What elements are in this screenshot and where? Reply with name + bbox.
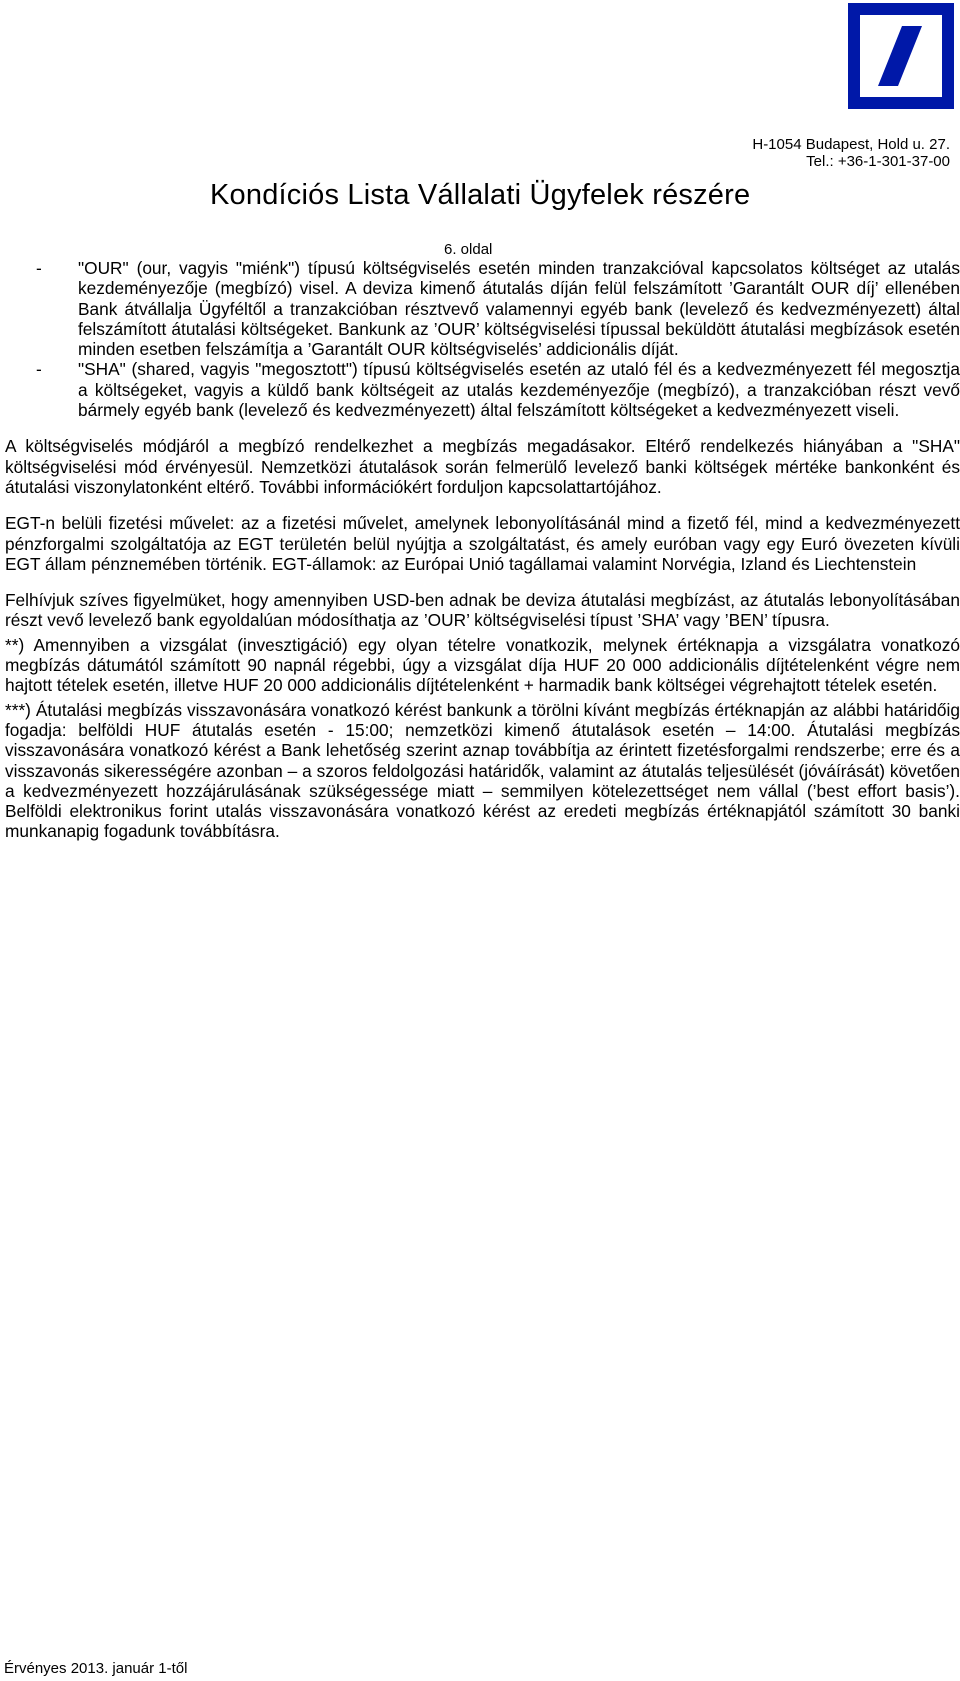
paragraph-investigation-note: **) Amennyiben a vizsgálat (invesztigáció) egy olyan tételre vonatkozik, melynek értéknapja a vizsgálatra vonatkozó megbízás dátumától számított 90 napnál régebbi, úgy a vizsgálat díja HUF 20 000 addicionális díjtételenként végre nem hajtott tételek esetén, illetve HUF 20 000 addicionális díjtételenként + harmadik bank költségei végrehajtott tételek esetén. <box>5 634 960 696</box>
bullet-marker: - <box>36 359 42 380</box>
address-line: H-1054 Budapest, Hold u. 27. <box>752 136 950 153</box>
bullet-sha <box>5 359 960 420</box>
bullet-our <box>5 258 960 359</box>
bullet-text: "SHA" (shared, vagyis "megosztott") típusú költségviselés esetén az utaló fél és a kedvezményezett fél megosztja a költségeket, vagyis a küldő bank költségeit az utalás kezdeményezője (megbízó), a tranzakcióban részt vevő bármely egyéb bank (levelező és kedvezményezett) által felszámított költségeket a kedvezményezett viseli. <box>78 359 960 421</box>
paragraph-usd-notice: Felhívjuk szíves figyelmüket, hogy amennyiben USD-ben adnak be deviza átutalási megbízást, az átutalás lebonyolításában részt vevő levelező bank egyoldalúan módosíthatja az ’OUR’ költségviselési típust ’SHA’ vagy ’BEN’ típusra. <box>5 590 960 631</box>
page-title: Kondíciós Lista Vállalati Ügyfelek részére <box>210 179 751 211</box>
bullet-text: "OUR" (our, vagyis "miénk") típusú költségviselés esetén minden tranzakcióval kapcsolatos költséget az utalás kezdeményezője (megbízó) visel. A deviza kimenő átutalás díján felül felszámított ’Garantált OUR díj’ ellenében Bank átvállalja Ügyféltől a tranzakcióban résztvevő valamennyi egyéb bank (levelező és kedvezményezett) által felszámított átutalási költségeket. Bankunk az ’OUR’ költségviselési típussal beküldött átutalási megbízások esetén minden esetben felszámítja a ’Garantált OUR költségviselés’ addicionális díját. <box>78 258 960 360</box>
validity-footer: Érvényes 2013. január 1-től <box>4 1660 188 1677</box>
paragraph-cost-bearing: A költségviselés módjáról a megbízó rendelkezhet a megbízás megadásakor. Eltérő rendelkezés hiányában a "SHA" költségviselési mód érvényesül. Nemzetközi átutalások során felmerülő levelező banki költségek mértéke bankonként és átutalási viszonylatonként eltérő. További információkért forduljon kapcsolattartójához. <box>5 436 960 497</box>
page-number: 6. oldal <box>444 241 493 258</box>
document-body <box>5 258 960 842</box>
paragraph-egt: EGT-n belüli fizetési művelet: az a fizetési művelet, amelynek lebonyolításánál mind a fizető fél, mind a kedvezményezett pénzforgalmi szolgáltatója az EGT területén belül nyújtja a szolgáltatást, és amely euróban vagy egy Euró övezeten kívüli EGT állam pénznemében történik. EGT-államok: az Európai Unió tagállamai valamint Norvégia, Izland és Liechtenstein <box>5 513 960 574</box>
bullet-marker: - <box>36 258 42 278</box>
phone-line: Tel.: +36-1-301-37-00 <box>806 153 950 170</box>
deutsche-bank-logo <box>848 3 954 109</box>
slash-mark-icon <box>860 15 942 97</box>
paragraph-revocation-note: ***) Átutalási megbízás visszavonására vonatkozó kérést bankunk a törölni kívánt megbízás értéknapján az alábbi határidőig fogadja: belföldi HUF átutalás esetén - 15:00; nemzetközi kimenő átutalások esetén – 14:00. Átutalási megbízás visszavonására vonatkozó kérést a Bank lehetőség szerint aznap továbbítja az érintett fizetésforgalmi rendszerbe; erre és a visszavonás sikerességére azonban – a szoros feldolgozási határidők, valamint az átutalás teljesülését (jóváírását) követően a kedvezményezett hozzájárulásának szükségessége miatt – semmilyen kötelezettséget nem vállal (’best effort basis’). Belföldi elektronikus forint utalás visszavonására vonatkozó kérést az eredeti megbízás értéknapjától számított 30 banki munkanapig fogadunk továbbításra. <box>5 699 960 842</box>
